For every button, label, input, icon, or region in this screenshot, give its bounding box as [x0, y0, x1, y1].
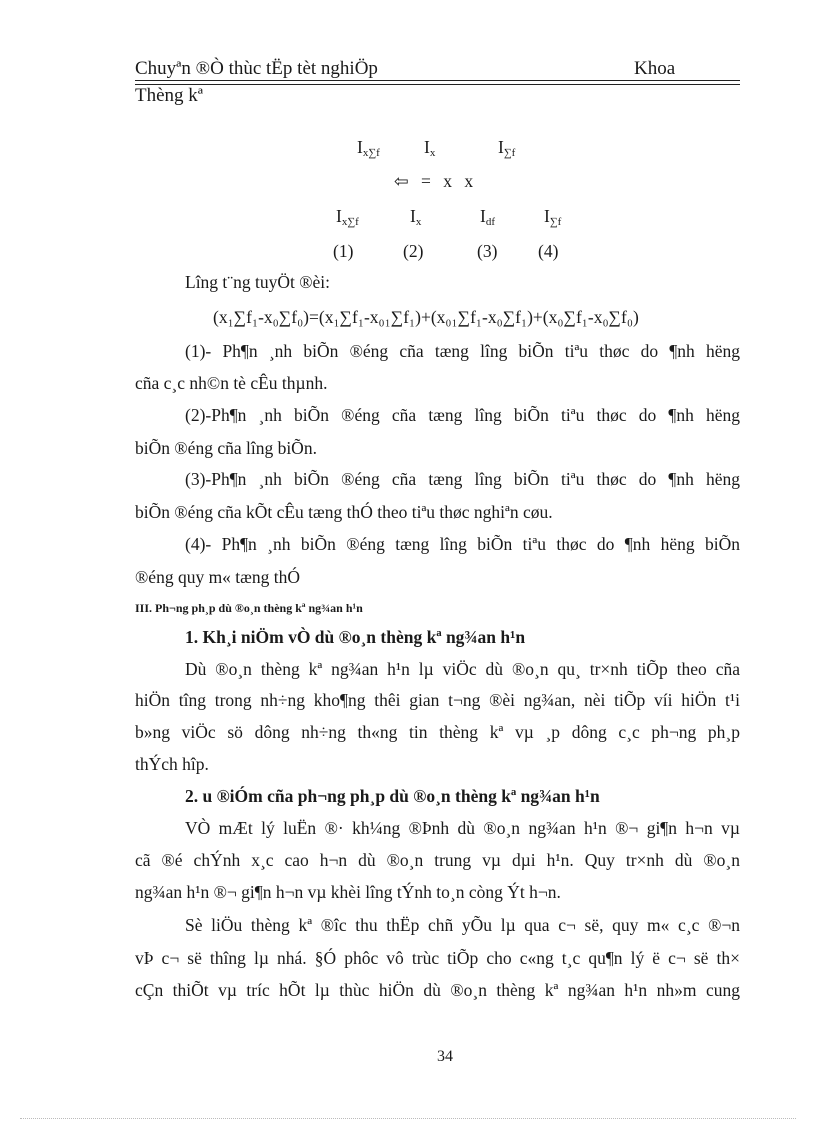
subsection-1-heading: 1. Kh¸i niÖm vÒ dù ®o¸n thèng kª ng¾an h¹n [185, 627, 526, 647]
page-number: 34 [437, 1048, 453, 1065]
subsection-2-line1: VÒ mÆt lý luËn ®· kh¼ng ®Þnh dù ®o¸n ng¾an h¹n ®¬ gi¶n h¬n vµ [185, 818, 740, 838]
last-paragraph-line1: Sè liÖu thèng kª ®îc thu thËp chñ yÕu lµ qua c¬ së, quy m« c¸c ®¬n [185, 915, 740, 935]
formula-label-2: (2) [403, 241, 424, 261]
subsection-1-line4: thÝch hîp. [135, 754, 209, 774]
formula-row1-a: $I_{x\sum f}$ [357, 137, 380, 159]
formula-label-1: (1) [333, 241, 354, 261]
header-rule-thick [135, 80, 740, 81]
formula-row3-a: $I_{x\sum f}$ [336, 206, 359, 228]
subsection-2-line2: cã ®é chÝnh x¸c cao h¬n dù ®o¸n trung vµ dµi h¹n. Quy tr×nh dù ®o¸n [135, 850, 740, 870]
subsection-1-line2: hiÖn tîng trong nh÷ng kho¶ng thêi gian t¬ng ®èi ng¾an, nèi tiÕp víi hiÖn t¹i [135, 690, 740, 710]
item1-line2: cña c¸c nh©n tè cÊu thµnh. [135, 373, 328, 393]
item3-line2: biÕn ®éng cña kÕt cÊu tæng thÓ theo tiªu thøc nghiªn cøu. [135, 502, 553, 522]
formula-row3-b: $I_x$ [410, 206, 422, 228]
subsection-2-heading: 2. u ®iÓm cña ph¬ng ph¸p dù ®o¸n thèng kª ng¾an h¹n [185, 786, 600, 806]
item4-line2: ®éng quy m« tæng thÓ [135, 567, 300, 587]
subsection-1-line1: Dù ®o¸n thèng kª ng¾an h¹n lµ viÖc dù ®o¸n qu¸ tr×nh tiÕp theo cña [185, 659, 740, 679]
formula-row1-b: $I_x$ [424, 137, 436, 159]
item1-line1: (1)- Ph¶n ¸nh biÕn ®éng cña tæng lîng biÕn tiªu thøc do ¶nh hëng [185, 341, 740, 361]
formula-row3-c: $I_{df}$ [480, 206, 495, 228]
subsection-2-line3: ng¾an h¹n ®¬ gi¶n h¬n vµ khèi lîng tÝnh to¸n còng Ýt h¬n. [135, 882, 561, 902]
subsection-1-line3: b»ng viÖc sö dông nh÷ng th«ng tin thèng kª vµ ¸p dông c¸c ph¬ng ph¸p [135, 722, 740, 742]
header-rule-thin [135, 84, 740, 85]
last-paragraph-line2: vÞ c¬ së thîng lµ nhá. §Ó phôc vô trùc tiÕp cho c«ng t¸c qu¶n lý ë c¬ së th× [135, 948, 740, 968]
page-bottom-border [20, 1118, 796, 1119]
header-khoa: Khoa [634, 58, 676, 79]
formula-row1-c: $I_{\sum f}$ [498, 137, 516, 159]
header-title: Chuyªn ®Ò thùc tËp tèt nghiÖp [135, 58, 378, 79]
section-heading: III. Ph¬ng ph¸p dù ®o¸n thèng kª ng¾an h¹n [135, 601, 363, 615]
header-subtitle: Thèng kª [135, 85, 204, 106]
item2-line2: biÕn ®éng cña lîng biÕn. [135, 438, 317, 458]
item3-line1: (3)-Ph¶n ¸nh biÕn ®éng cña tæng lîng biÕn tiªu thøc do ¶nh hëng [185, 469, 740, 489]
formula-row2: ⇦ = x x [394, 171, 478, 191]
formula-label-4: (4) [538, 241, 559, 261]
formula-label-3: (3) [477, 241, 498, 261]
item4-line1: (4)- Ph¶n ¸nh biÕn ®éng tæng lîng biÕn tiªu thøc do ¶nh hëng biÕn [185, 534, 740, 554]
item2-line1: (2)-Ph¶n ¸nh biÕn ®éng cña tæng lîng biÕn tiªu thøc do ¶nh hëng [185, 405, 740, 425]
last-paragraph-line3: cÇn thiÕt vµ tríc hÕt lµ thùc hiÖn dù ®o¸n thèng kª ng¾an h¹n nh»m cung [135, 980, 740, 1000]
intro-paragraph: Lîng t¨ng tuyÖt ®èi: [185, 272, 331, 292]
formula-row3-d: $I_{\sum f}$ [544, 206, 562, 228]
equation-line: (x₁∑f₁-x₀∑f₀)=(x₁∑f₁-x₀₁∑f₁)+(x₀₁∑f₁-x₀∑f₁)+(x₀∑f₁-x₀∑f₀) [213, 307, 639, 327]
